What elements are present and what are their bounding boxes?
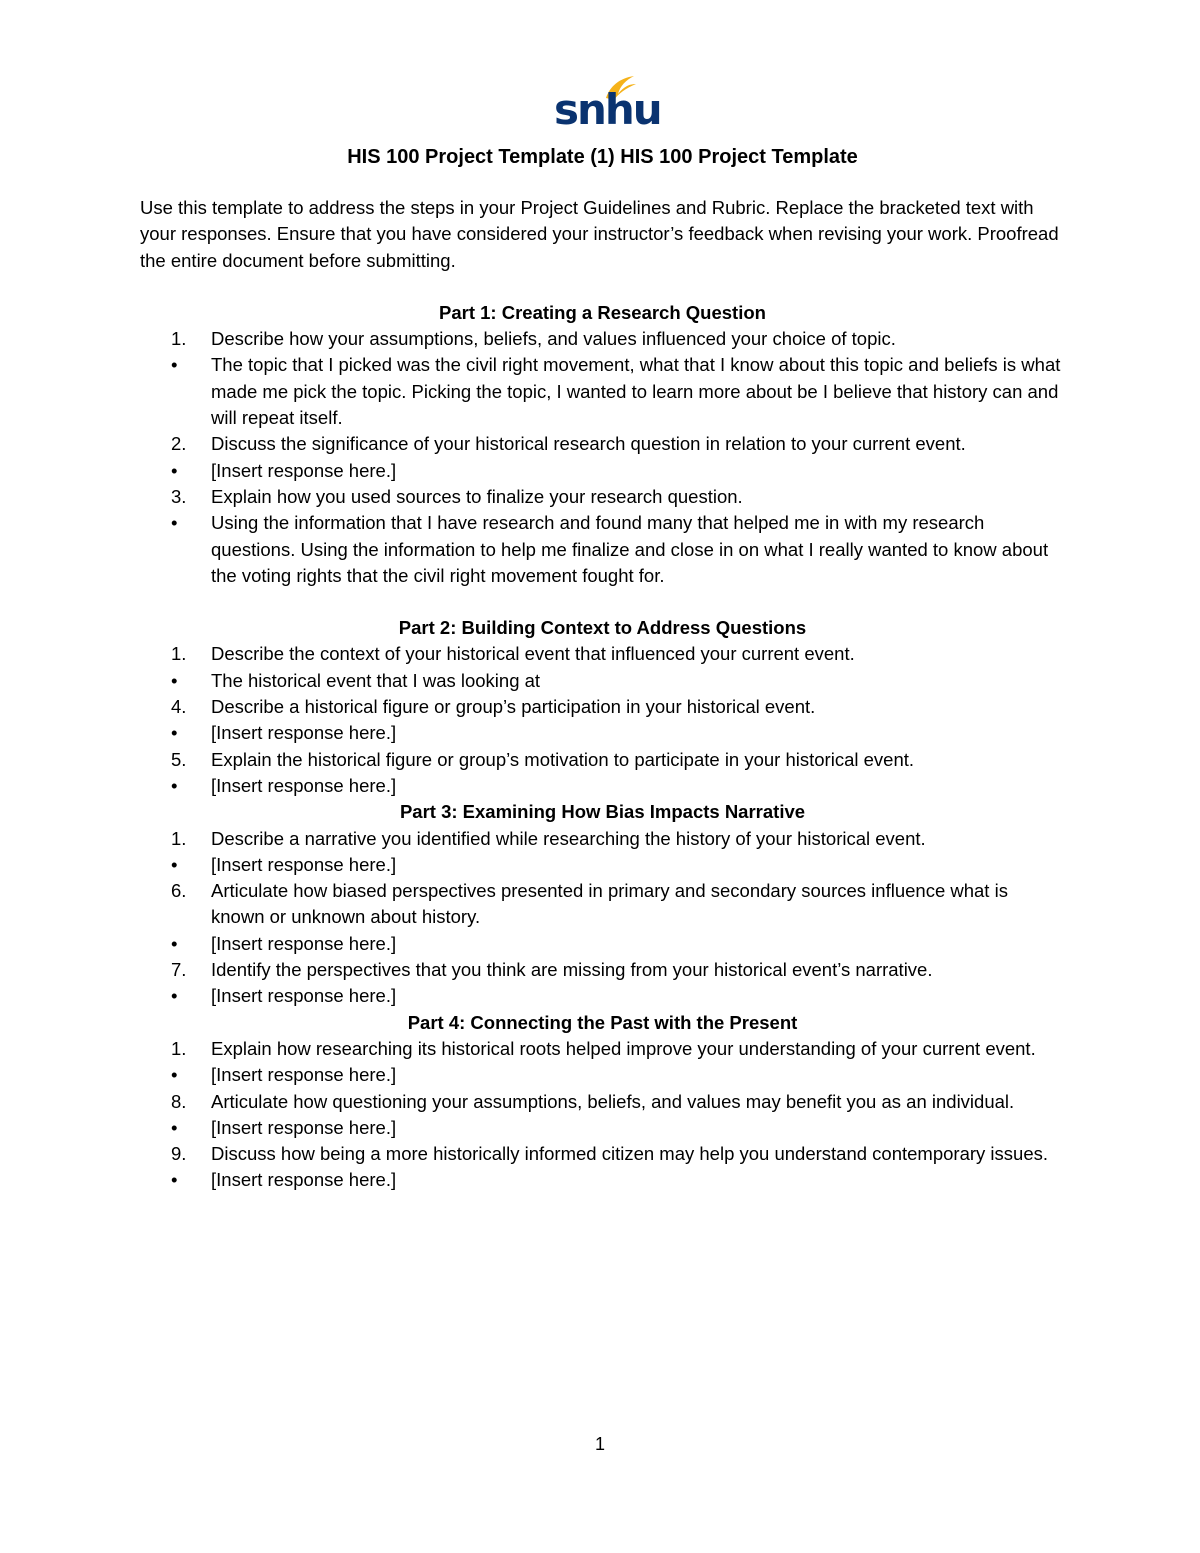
list-item-text: [Insert response here.] (211, 722, 397, 744)
list-item-text: Articulate how questioning your assumptions, beliefs, and values may benefit you as an individual. (211, 1090, 1015, 1112)
list-item-text: [Insert response here.] (211, 774, 397, 796)
document-body (140, 143, 1065, 1194)
list-item-text: [Insert response here.] (211, 1169, 397, 1191)
spacer (140, 589, 1065, 615)
list-item (140, 826, 1065, 852)
list-item-text: Discuss how being a more historically informed citizen may help you understand contemporary issues. (211, 1143, 1048, 1165)
section-part-4 (140, 1010, 1065, 1194)
list-marker: • (171, 669, 178, 691)
list-marker: 1. (171, 328, 187, 350)
list-item-text: Articulate how biased perspectives presented in primary and secondary sources influence what is known or unknown about history. (211, 880, 1008, 928)
list-item (140, 641, 1065, 667)
section-part-2 (140, 615, 1065, 799)
list-item-text: Describe a historical figure or group’s participation in your historical event. (211, 696, 816, 718)
list-marker: 2. (171, 433, 187, 455)
section-heading: Part 3: Examining How Bias Impacts Narrative (399, 801, 806, 823)
list-item (140, 878, 1065, 931)
intro-paragraph: Use this template to address the steps in your Project Guidelines and Rubric. Replace the bracketed text with your responses. Ensure that you have considered your instructor’s feedback when revising your work. Proofread the entire document before submitting. (140, 197, 1059, 271)
list-marker: 1. (171, 643, 187, 665)
section-part-3 (140, 799, 1065, 1009)
list-item (140, 1141, 1065, 1167)
list-item (140, 852, 1065, 878)
list-item (140, 352, 1065, 431)
list-item (140, 1089, 1065, 1115)
list-marker: 5. (171, 748, 187, 770)
list-marker: • (171, 1064, 178, 1086)
snhu-logo (554, 72, 661, 134)
list-marker: • (171, 459, 178, 481)
list-marker: 8. (171, 1090, 187, 1112)
list-marker: 1. (171, 1037, 187, 1059)
list-item (140, 484, 1065, 510)
list-marker: 4. (171, 696, 187, 718)
list-item (140, 458, 1065, 484)
section-part-1 (140, 300, 1065, 589)
list-marker: 7. (171, 959, 187, 981)
list-item-text: The topic that I picked was the civil right movement, what that I know about this topic and beliefs is what made me pick the topic. Picking the topic, I wanted to learn more about be I believe that history can and will repeat itself. (211, 354, 1061, 429)
list-item-text: Explain how researching its historical roots helped improve your understanding of your current event. (211, 1037, 1036, 1059)
list-marker: • (171, 354, 178, 376)
list-item (140, 1062, 1065, 1088)
list-marker: 6. (171, 880, 187, 902)
list-marker: • (171, 932, 178, 954)
list-item-text: [Insert response here.] (211, 932, 397, 954)
document-title: HIS 100 Project Template (1) HIS 100 Project Template (347, 146, 858, 168)
list-marker: • (171, 1169, 178, 1191)
list-item-text: Describe how your assumptions, beliefs, and values influenced your choice of topic. (211, 328, 896, 350)
list-marker: • (171, 512, 178, 534)
list-item-text: Discuss the significance of your historical research question in relation to your current event. (211, 433, 966, 455)
list-item-text: Identify the perspectives that you think are missing from your historical event’s narrative. (211, 959, 933, 981)
list-item-text: [Insert response here.] (211, 1064, 397, 1086)
section-heading: Part 4: Connecting the Past with the Present (407, 1011, 798, 1033)
list-marker: • (171, 985, 178, 1007)
list-item (140, 773, 1065, 799)
list-item-text: [Insert response here.] (211, 853, 397, 875)
list-marker: • (171, 722, 178, 744)
list-marker: • (171, 853, 178, 875)
list-marker: • (171, 1116, 178, 1138)
list-item-text: [Insert response here.] (211, 459, 397, 481)
list-item (140, 694, 1065, 720)
list-marker: 3. (171, 485, 187, 507)
list-item (140, 931, 1065, 957)
list-marker: 1. (171, 827, 187, 849)
list-item (140, 668, 1065, 694)
logo-wordmark: snhu (554, 85, 661, 134)
list-item-text: Describe the context of your historical event that influenced your current event. (211, 643, 855, 665)
page-number: 1 (594, 1434, 605, 1454)
list-item (140, 326, 1065, 352)
list-item (140, 431, 1065, 457)
list-item (140, 1167, 1065, 1193)
list-item (140, 1115, 1065, 1141)
list-item (140, 720, 1065, 746)
list-item-text: Explain the historical figure or group’s motivation to participate in your historical event. (211, 748, 915, 770)
list-item-text: The historical event that I was looking at (211, 669, 541, 691)
list-marker: 9. (171, 1143, 187, 1165)
section-heading: Part 1: Creating a Research Question (439, 301, 766, 323)
list-item (140, 1036, 1065, 1062)
list-item-text: [Insert response here.] (211, 1116, 397, 1138)
section-heading: Part 2: Building Context to Address Questions (398, 617, 807, 639)
list-marker: • (171, 774, 178, 796)
list-item (140, 510, 1065, 589)
list-item (140, 983, 1065, 1009)
list-item-text: Using the information that I have research and found many that helped me in with my research questions. Using the information to help me finalize and close in on what I really wanted to know about the voting rights that the civil right movement fought for. (211, 512, 1049, 586)
list-item-text: Explain how you used sources to finalize your research question. (211, 485, 743, 507)
list-item (140, 957, 1065, 983)
list-item (140, 747, 1065, 773)
list-item-text: Describe a narrative you identified while researching the history of your historical event. (211, 827, 926, 849)
list-item-text: [Insert response here.] (211, 985, 397, 1007)
